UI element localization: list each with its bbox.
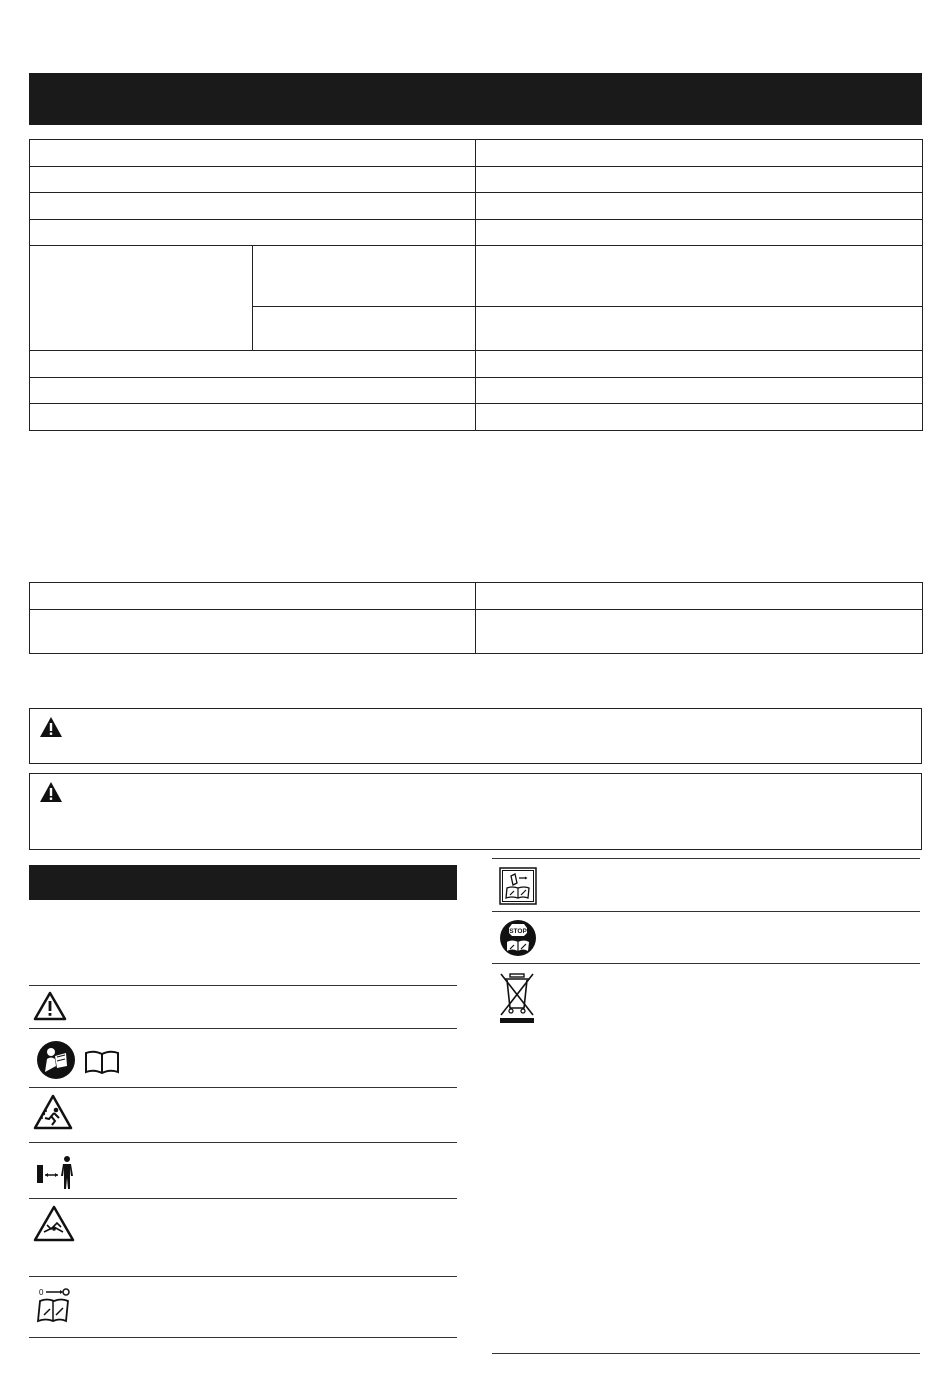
warning-box: [29, 773, 922, 850]
spec-label: [30, 140, 476, 167]
spec-value: [476, 378, 923, 404]
spec-value: [476, 220, 923, 246]
divider: [492, 963, 920, 964]
flying-objects-hazard-icon: [33, 1094, 73, 1130]
rotating-blade-hazard-icon: [33, 1205, 75, 1243]
read-manual-person-icon: [36, 1040, 76, 1080]
spec-value: [476, 167, 923, 193]
spec-sub-label: [253, 307, 476, 351]
divider: [29, 1276, 457, 1277]
spec-value: [476, 246, 923, 307]
section-header-bar: [29, 865, 457, 900]
warning-triangle-icon: [39, 781, 63, 803]
noise-label: [30, 610, 476, 654]
divider: [29, 1087, 457, 1088]
divider: [492, 911, 920, 912]
spec-label: [30, 351, 476, 378]
book-icon: [84, 1049, 120, 1075]
table-row: [30, 167, 923, 193]
stop-read-manual-icon: [499, 919, 537, 957]
divider: [492, 858, 920, 859]
spec-label: [30, 193, 476, 220]
keep-distance-icon: [36, 1155, 78, 1191]
noise-value: [476, 583, 923, 610]
caution-triangle-icon: [33, 991, 67, 1021]
spec-value: [476, 307, 923, 351]
svg-text:0: 0: [39, 1288, 44, 1297]
spec-value: [476, 404, 923, 431]
table-row: [30, 404, 923, 431]
warning-box: [29, 708, 922, 764]
spec-label: [30, 220, 476, 246]
warning-triangle-icon: [39, 716, 63, 738]
divider: [29, 1198, 457, 1199]
table-row: [30, 220, 923, 246]
noise-value: [476, 610, 923, 654]
remove-key-manual-icon: [36, 1285, 72, 1325]
table-row: [30, 193, 923, 220]
divider: [29, 1028, 457, 1029]
spec-label: [30, 404, 476, 431]
table-row: [30, 610, 923, 654]
table-row: [30, 378, 923, 404]
table-row: [30, 351, 923, 378]
disconnect-battery-manual-icon: [499, 867, 537, 905]
spec-group-label: [30, 246, 253, 351]
specification-table: [29, 139, 923, 431]
spec-value: [476, 351, 923, 378]
table-row: [30, 583, 923, 610]
divider: [29, 985, 457, 986]
divider: [29, 1142, 457, 1143]
divider: [29, 1337, 457, 1338]
svg-text:STOP: STOP: [509, 928, 527, 935]
spec-label: [30, 378, 476, 404]
table-row: [30, 246, 923, 307]
spec-value: [476, 193, 923, 220]
read-manual-icons: [36, 1040, 126, 1080]
header-bar: [29, 73, 922, 125]
divider: [492, 1353, 920, 1354]
crossed-out-bin-icon: [497, 971, 537, 1025]
table-row: [30, 140, 923, 167]
spec-sub-label: [253, 246, 476, 307]
noise-label: [30, 583, 476, 610]
spec-label: [30, 167, 476, 193]
spec-value: [476, 140, 923, 167]
noise-table: [29, 582, 923, 654]
